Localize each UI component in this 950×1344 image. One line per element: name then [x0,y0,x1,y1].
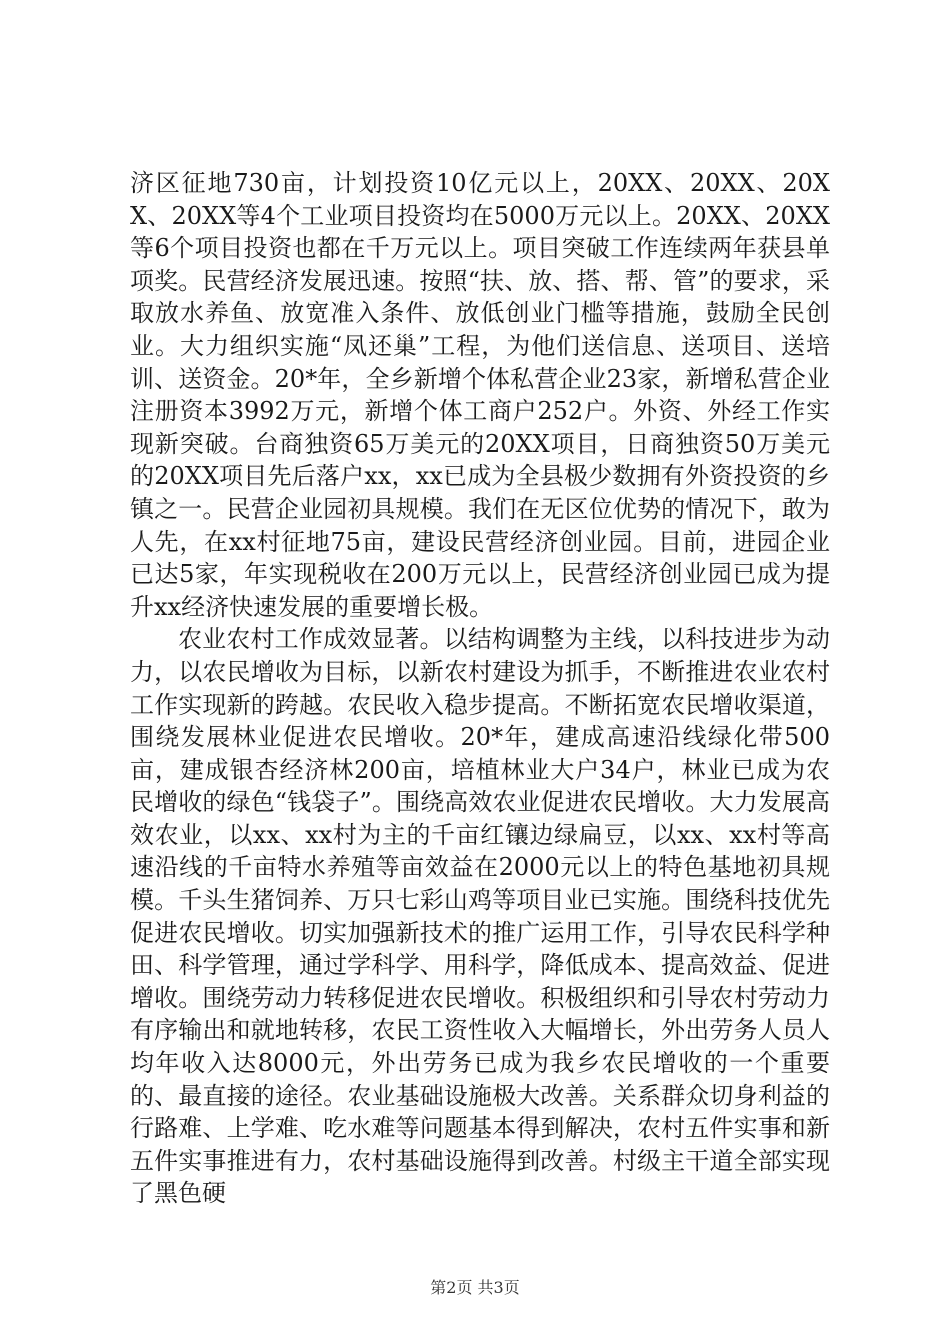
body-text [130,167,830,1210]
page-footer: 第2页 共3页 [430,1278,520,1297]
paragraph-1: 济区征地730亩，计划投资10亿元以上，20XX、20XX、20XX、20XX等4个工业项目投资均在5000万元以上。20XX、20XX等6个项目投资也都在千万元以上。项目突破工作连续两年获县单项奖。民营经济发展迅速。按照“扶、放、搭、帮、管”的要求，采取放水养鱼、放宽准入条件、放低创业门槛等措施，鼓励全民创业。大力组织实施“凤还巢”工程，为他们送信息、送项目、送培训、送资金。20*年，全乡新增个体私营企业23家，新增私营企业注册资本3992万元，新增个体工商户252户。外资、外经工作实现新突破。台商独资65万美元的20XX项目，日商独资50万美元的20XX项目先后落户xx，xx已成为全县极少数拥有外资投资的乡镇之一。民营企业园初具规模。我们在无区位优势的情况下，敢为人先，在xx村征地75亩，建设民营经济创业园。目前，进园企业已达5家，年实现税收在200万元以上，民营经济创业园已成为提升xx经济快速发展的重要增长极。 [130,169,830,621]
paragraph-2: 农业农村工作成效显著。以结构调整为主线，以科技进步为动力，以农民增收为目标，以新农村建设为抓手，不断推进农业农村工作实现新的跨越。农民收入稳步提高。不断拓宽农民增收渠道，围绕发展林业促进农民增收。20*年，建成高速沿线绿化带500亩，建成银杏经济林200亩，培植林业大户34户，林业已成为农民增收的绿色“钱袋子”。围绕高效农业促进农民增收。大力发展高效农业，以xx、xx村为主的千亩红镶边绿扁豆，以xx、xx村等高速沿线的千亩特水养殖等亩效益在2000元以上的特色基地初具规模。千头生猪饲养、万只七彩山鸡等项目业已实施。围绕科技优先促进农民增收。切实加强新技术的推广运用工作，引导农民科学种田、科学管理，通过学科学、用科学，降低成本、提高效益、促进增收。围绕劳动力转移促进农民增收。积极组织和引导农村劳动力有序输出和就地转移，农民工资性收入大幅增长，外出劳务人员人均年收入达8000元，外出劳务已成为我乡农民增收的一个重要的、最直接的途径。农业基础设施极大改善。关系群众切身利益的行路难、上学难、吃水难等问题基本得到解决，农村五件实事和新五件实事推进有力，农村基础设施得到改善。村级主干道全部实现了黑色硬 [130,625,830,1208]
